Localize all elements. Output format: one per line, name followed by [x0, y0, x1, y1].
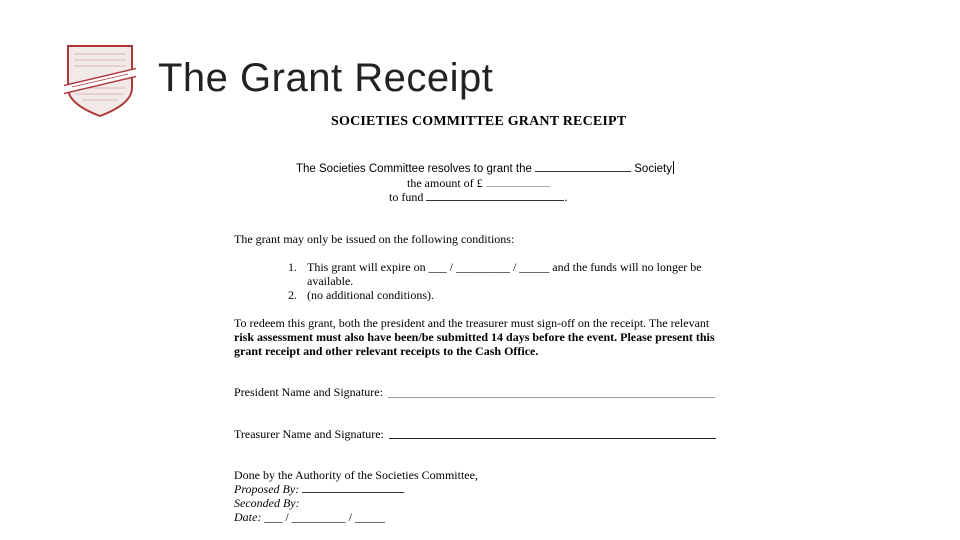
president-signature-line [388, 397, 715, 398]
resolve-line [296, 161, 674, 176]
redeem-line-3-text: grant receipt and other relevant receipts to the Cash Office. [234, 344, 539, 358]
date-label: Date: [234, 510, 262, 524]
treasurer-signature-line [389, 438, 716, 439]
amount-blank [486, 176, 550, 187]
proposed-by-blank [302, 482, 404, 493]
slide-title: The Grant Receipt [158, 56, 494, 100]
fund-line [389, 190, 567, 204]
conditions-intro: The grant may only be issued on the following conditions: [234, 232, 515, 246]
fund-prefix: to fund [389, 190, 424, 204]
condition-2-number: 2. [288, 288, 297, 302]
redeem-line-2 [234, 330, 715, 344]
redeem-line-2-rest: must also have been/be submitted 14 days before the event. Please present this [313, 330, 715, 344]
proposed-by-line [234, 482, 404, 496]
condition-1-number: 1. [288, 260, 297, 274]
text-cursor [673, 161, 674, 174]
receipt-heading: SOCIETIES COMMITTEE GRANT RECEIPT [331, 114, 627, 129]
condition-2-text: (no additional conditions). [307, 288, 434, 302]
date-blanks: ___ / _________ / _____ [264, 510, 385, 524]
amount-prefix: the amount of £ [407, 176, 483, 190]
resolve-prefix: The Societies Committee resolves to grant the [296, 163, 532, 175]
redeem-line-1: To redeem this grant, both the president and the treasurer must sign-off on the receipt. The relevant [234, 316, 710, 330]
authority-line: Done by the Authority of the Societies Committee, [234, 468, 478, 482]
date-line [234, 510, 385, 524]
treasurer-label: Treasurer Name and Signature: [234, 427, 384, 441]
proposed-by-label: Proposed By: [234, 482, 300, 496]
president-label: President Name and Signature: [234, 385, 383, 399]
risk-assessment-emphasis: risk assessment [234, 330, 314, 344]
fund-purpose-blank [426, 190, 564, 201]
seconded-by-label: Seconded By: [234, 496, 300, 510]
resolve-suffix: Society [634, 163, 672, 175]
redeem-line-3 [234, 344, 538, 358]
society-name-blank [535, 161, 631, 172]
fund-suffix: . [564, 190, 568, 204]
seconded-by-line [234, 496, 300, 510]
condition-1-text-cont: available. [307, 274, 354, 288]
condition-1-text: This grant will expire on ___ / _________ / _____ and the funds will no longer be [307, 260, 702, 274]
amount-line [407, 176, 550, 190]
